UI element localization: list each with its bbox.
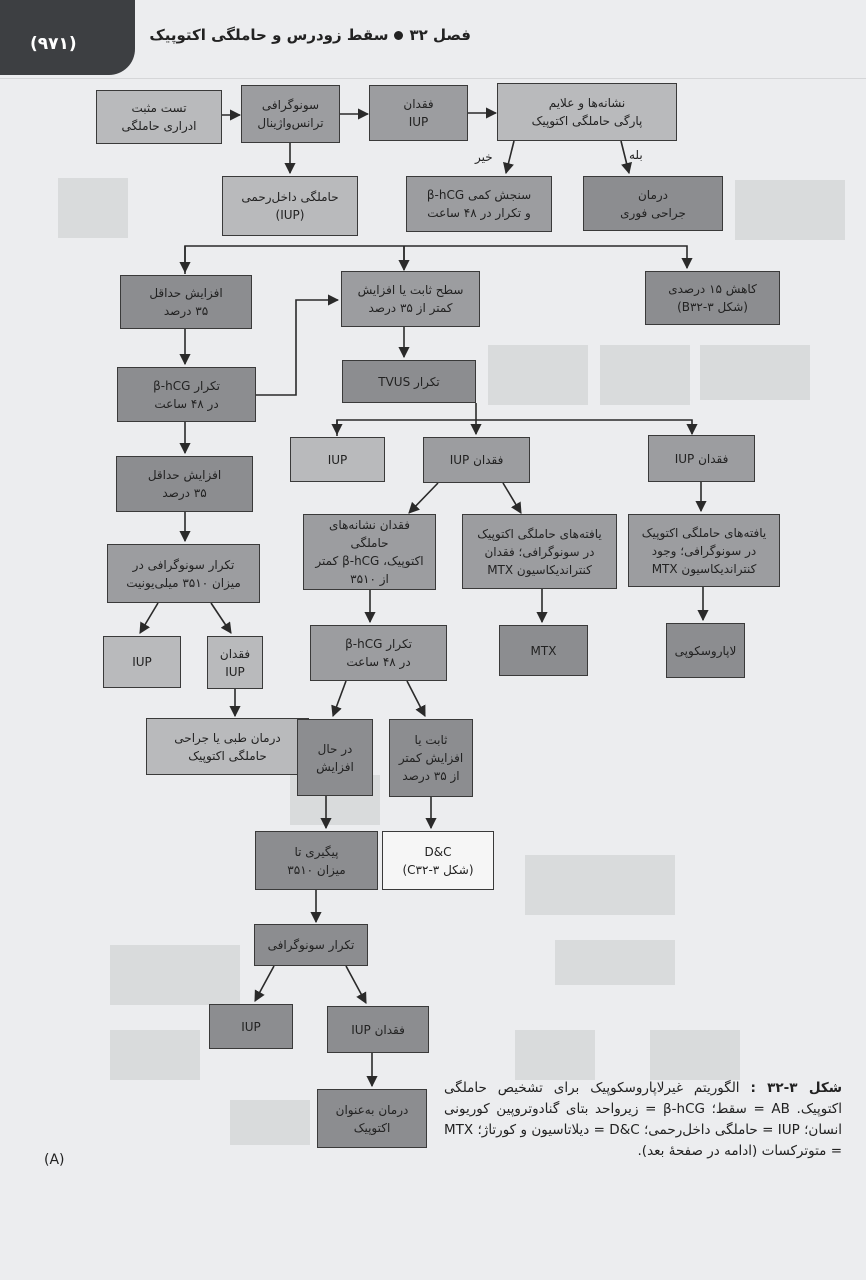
box-no-iup-top: فقدان IUP bbox=[369, 85, 468, 141]
box-plateau-lt35: ثابت یا افزایش کمتر از ۳۵ درصد bbox=[389, 719, 473, 797]
box-treat-as-ectopic: درمان به‌عنوان اکتوپیک bbox=[317, 1089, 427, 1148]
box-repeat-bhcg-b: تکرار β-hCG در ۴۸ ساعت bbox=[310, 625, 447, 681]
box-ectopic-no-mtx-contra: یافته‌های حاملگی اکتوپیک در سونوگرافی؛ فقدان کنتراندیکاسیون MTX bbox=[462, 514, 617, 589]
box-iup-left: IUP bbox=[103, 636, 181, 688]
box-no-ectopic-signs: فقدان نشانه‌های حاملگی اکتوپیک، β-hCG کمتر از ۳۵۱۰ bbox=[303, 514, 436, 590]
box-decrease-15: کاهش ۱۵ درصدی (شکل ۳-B۳۲) bbox=[645, 271, 780, 325]
box-test-positive: تست مثبت ادراری حاملگی bbox=[96, 90, 222, 144]
box-intrauterine-pregnancy: حاملگی داخل‌رحمی (IUP) bbox=[222, 176, 358, 236]
box-ectopic-mtx-contra: یافته‌های حاملگی اکتوپیک در سونوگرافی؛ وجود کنتراندیکاسیون MTX bbox=[628, 514, 780, 587]
label-no: خیر bbox=[475, 150, 493, 164]
box-quantitative-bhcg: سنجش کمی β-hCG و تکرار در ۴۸ ساعت bbox=[406, 176, 552, 232]
page-number: (۹۷۱) bbox=[30, 34, 77, 54]
box-mtx: MTX bbox=[499, 625, 588, 676]
box-min-rise-35-b: افزایش حداقل ۳۵ درصد bbox=[116, 456, 253, 512]
box-repeat-sonography: تکرار سونوگرافی bbox=[254, 924, 368, 966]
panel-label: (A) bbox=[44, 1152, 65, 1168]
box-medical-surgical: درمان طبی یا جراحی حاملگی اکتوپیک bbox=[146, 718, 309, 775]
box-no-iup-left: فقدان IUP bbox=[207, 636, 263, 689]
box-repeat-sono-3510: تکرار سونوگرافی در میزان ۳۵۱۰ میلی‌یونیت bbox=[107, 544, 260, 603]
box-repeat-bhcg-a: تکرار β-hCG در ۴۸ ساعت bbox=[117, 367, 256, 422]
box-followup-3510: پیگیری تا میزان ۳۵۱۰ bbox=[255, 831, 378, 890]
box-tv-sonography: سونوگرافی ترانس‌واژینال bbox=[241, 85, 340, 143]
chapter-number: فصل ۳۲ bbox=[409, 26, 471, 44]
caption-label: شکل ۳-۳۲ : bbox=[750, 1080, 842, 1096]
box-plateau-rise: سطح ثابت یا افزایش کمتر از ۳۵ درصد bbox=[341, 271, 480, 327]
box-iup-bottom: IUP bbox=[209, 1004, 293, 1049]
box-rising: در حال افزایش bbox=[297, 719, 373, 796]
box-no-iup-bottom: فقدان IUP bbox=[327, 1006, 429, 1053]
box-laparoscopy: لاپاروسکوپی bbox=[666, 623, 745, 678]
figure-caption bbox=[444, 1078, 842, 1162]
label-yes: بله bbox=[629, 148, 643, 162]
box-no-iup-right: فقدان IUP bbox=[648, 435, 755, 482]
box-immediate-surgery: درمان جراحی فوری bbox=[583, 176, 723, 231]
box-repeat-tvus: تکرار TVUS bbox=[342, 360, 476, 403]
box-dnc: D&C (شکل ۳-C۳۲) bbox=[382, 831, 494, 890]
box-iup-mid: IUP bbox=[290, 437, 385, 482]
caption-text: الگوریتم غیرلاپاروسکوپیک برای تشخیص حاملگی اکتوپیک. AB = سقط؛ β-hCG = زیرواحد بتای گنادوتروپین کوریونی انسان؛ IUP = حاملگی داخل‌رحمی؛ D&C = دیلاتاسیون و کورتاژ؛ MTX = متوترکسات (ادامه در صفحهٔ بعد). bbox=[444, 1080, 842, 1159]
box-min-rise-35-a: افزایش حداقل ۳۵ درصد bbox=[120, 275, 252, 329]
box-signs-rupture: نشانه‌ها و علایم پارگی حاملگی اکتوپیک bbox=[497, 83, 677, 141]
chapter-title: سقط زودرس و حاملگی اکتوپیک bbox=[149, 26, 389, 44]
box-no-iup-mid: فقدان IUP bbox=[423, 437, 530, 483]
